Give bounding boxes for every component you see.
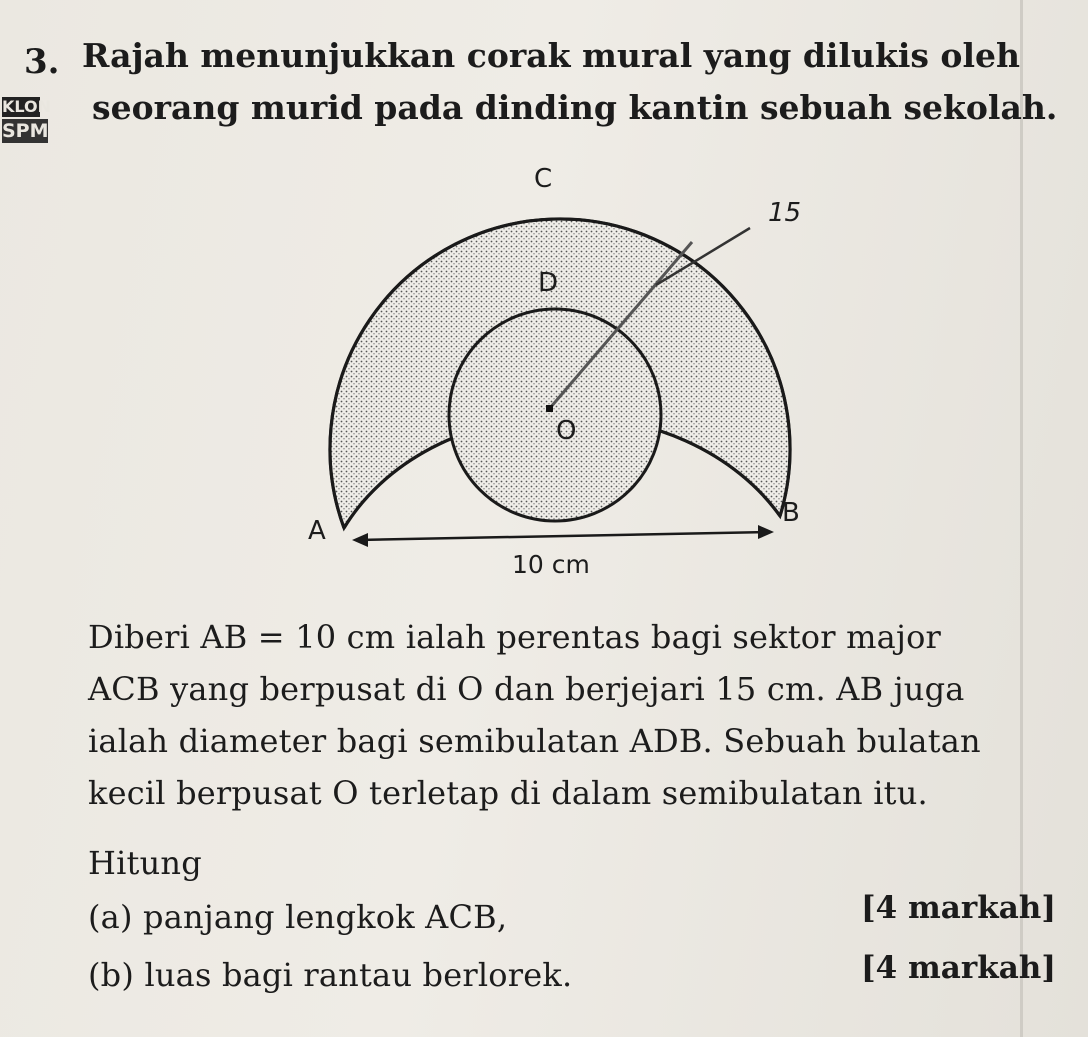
centre-point [546,405,553,412]
body-line-5: Hitung [88,844,202,882]
part-a [88,898,507,936]
part-b [88,956,572,994]
body-line-1: Diberi AB = 10 cm ialah perentas bagi sektor major [88,618,942,656]
arrow-right [758,525,774,539]
mural-diagram [280,140,880,600]
tag-bottom-text: SPM [2,120,49,142]
label-A: A [308,516,326,546]
body-line-2: ACB yang berpusat di O dan berjejari 15 cm. AB juga [88,670,965,708]
question-number: 3. [24,42,60,82]
question-line-1: Rajah menunjukkan corak mural yang dilukis oleh [82,36,1020,75]
label-B: B [782,498,800,528]
body-line-4: kecil berpusat O terletap di dalam semibulatan itu. [88,774,928,812]
part-a-label: (a) [88,898,133,936]
question-line-2: seorang murid pada dinding kantin sebuah sekolah. [92,88,1058,127]
arrow-left [352,533,368,547]
small-circle [449,309,661,521]
body-line-3: ialah diameter bagi semibulatan ADB. Sebuah bulatan [88,722,981,760]
radius-note: 15 [768,198,802,228]
label-D: D [538,268,559,298]
chord-AB [358,532,768,540]
part-a-marks: [4 markah] [860,890,1056,926]
length-label: 10 cm [512,550,590,579]
part-b-text: luas bagi rantau berlorek. [144,956,573,994]
tag-top-text: KLON [2,97,52,116]
part-b-marks: [4 markah] [860,950,1056,986]
label-C: C [534,164,553,194]
part-a-text: panjang lengkok ACB, [143,898,508,936]
klon-spm-tag [2,97,56,145]
page-edge [1020,0,1023,1037]
label-O: O [556,416,577,446]
part-b-label: (b) [88,956,135,994]
